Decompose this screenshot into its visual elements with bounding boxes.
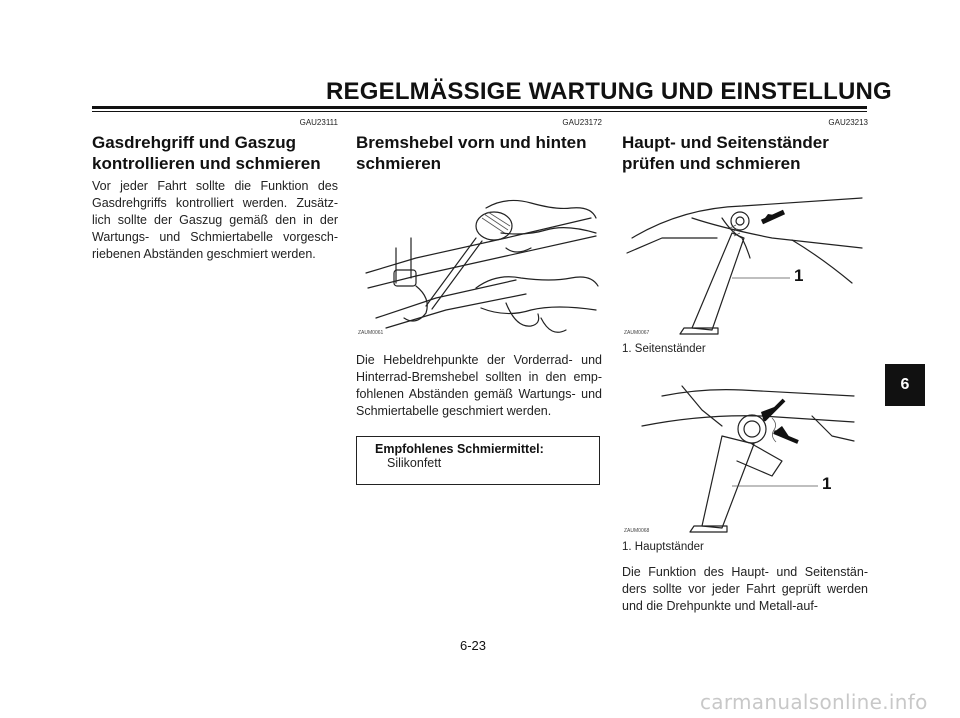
figure-caption: 1. Hauptständer bbox=[622, 541, 704, 553]
figure-code: ZAUM0068 bbox=[624, 528, 650, 534]
page-number: 6-23 bbox=[460, 638, 487, 653]
header-rule-thin bbox=[92, 111, 867, 112]
figure-caption: 1. Seitenständer bbox=[622, 343, 706, 355]
figure-code: ZAUM0067 bbox=[624, 330, 650, 336]
watermark-text: carmanualsonline.info bbox=[700, 690, 928, 714]
header-rule-thick bbox=[92, 106, 867, 109]
figure-code: ZAUM0061 bbox=[358, 330, 384, 336]
centerstand-illustration bbox=[622, 366, 868, 536]
section-heading: Bremshebel vorn und hinten schmieren bbox=[356, 133, 587, 173]
section-body: Vor jeder Fahrt sollte die Funktion des Gasdrehgriffs kontrolliert werden. Zusätz-lich sollte der Gaszug gemäß den in der Wartungs- und Schmiertabelle vorgesch-riebenen Abständen geschmiert werden. bbox=[92, 179, 338, 261]
sidestand-illustration bbox=[622, 178, 868, 338]
brake-lever-illustration bbox=[356, 178, 602, 338]
section-brake-levers bbox=[356, 118, 602, 485]
section-stands bbox=[622, 118, 868, 615]
section-body: Die Hebeldrehpunkte der Vorderrad- und Hinterrad-Bremshebel sollten in den emp-fohlenen Abständen gemäß Wartungs- und Schmiertabelle geschmiert werden. bbox=[356, 353, 602, 418]
figure-callout: 1 bbox=[822, 474, 832, 493]
section-body: Die Funktion des Haupt- und Seitenstän-ders sollte vor jeder Fahrt geprüft werden und die Drehpunkte und Metall-auf- bbox=[622, 565, 868, 613]
section-heading: Haupt- und Seitenständer prüfen und schmieren bbox=[622, 133, 829, 173]
lubricant-value: Silikonfett bbox=[387, 456, 442, 470]
lubricant-title: Empfohlenes Schmiermittel: bbox=[375, 442, 544, 456]
section-heading: Gasdrehgriff und Gaszug kontrollieren und schmieren bbox=[92, 133, 321, 173]
page-header-title: REGELMÄSSIGE WARTUNG UND EINSTELLUNG bbox=[326, 78, 892, 105]
lubricant-box bbox=[356, 436, 600, 485]
chapter-tab: 6 bbox=[885, 364, 925, 406]
section-throttle bbox=[92, 118, 338, 263]
section-code: GAU23172 bbox=[562, 118, 602, 127]
section-code: GAU23111 bbox=[299, 118, 338, 127]
section-code: GAU23213 bbox=[828, 118, 868, 127]
figure-callout: 1 bbox=[794, 266, 804, 285]
